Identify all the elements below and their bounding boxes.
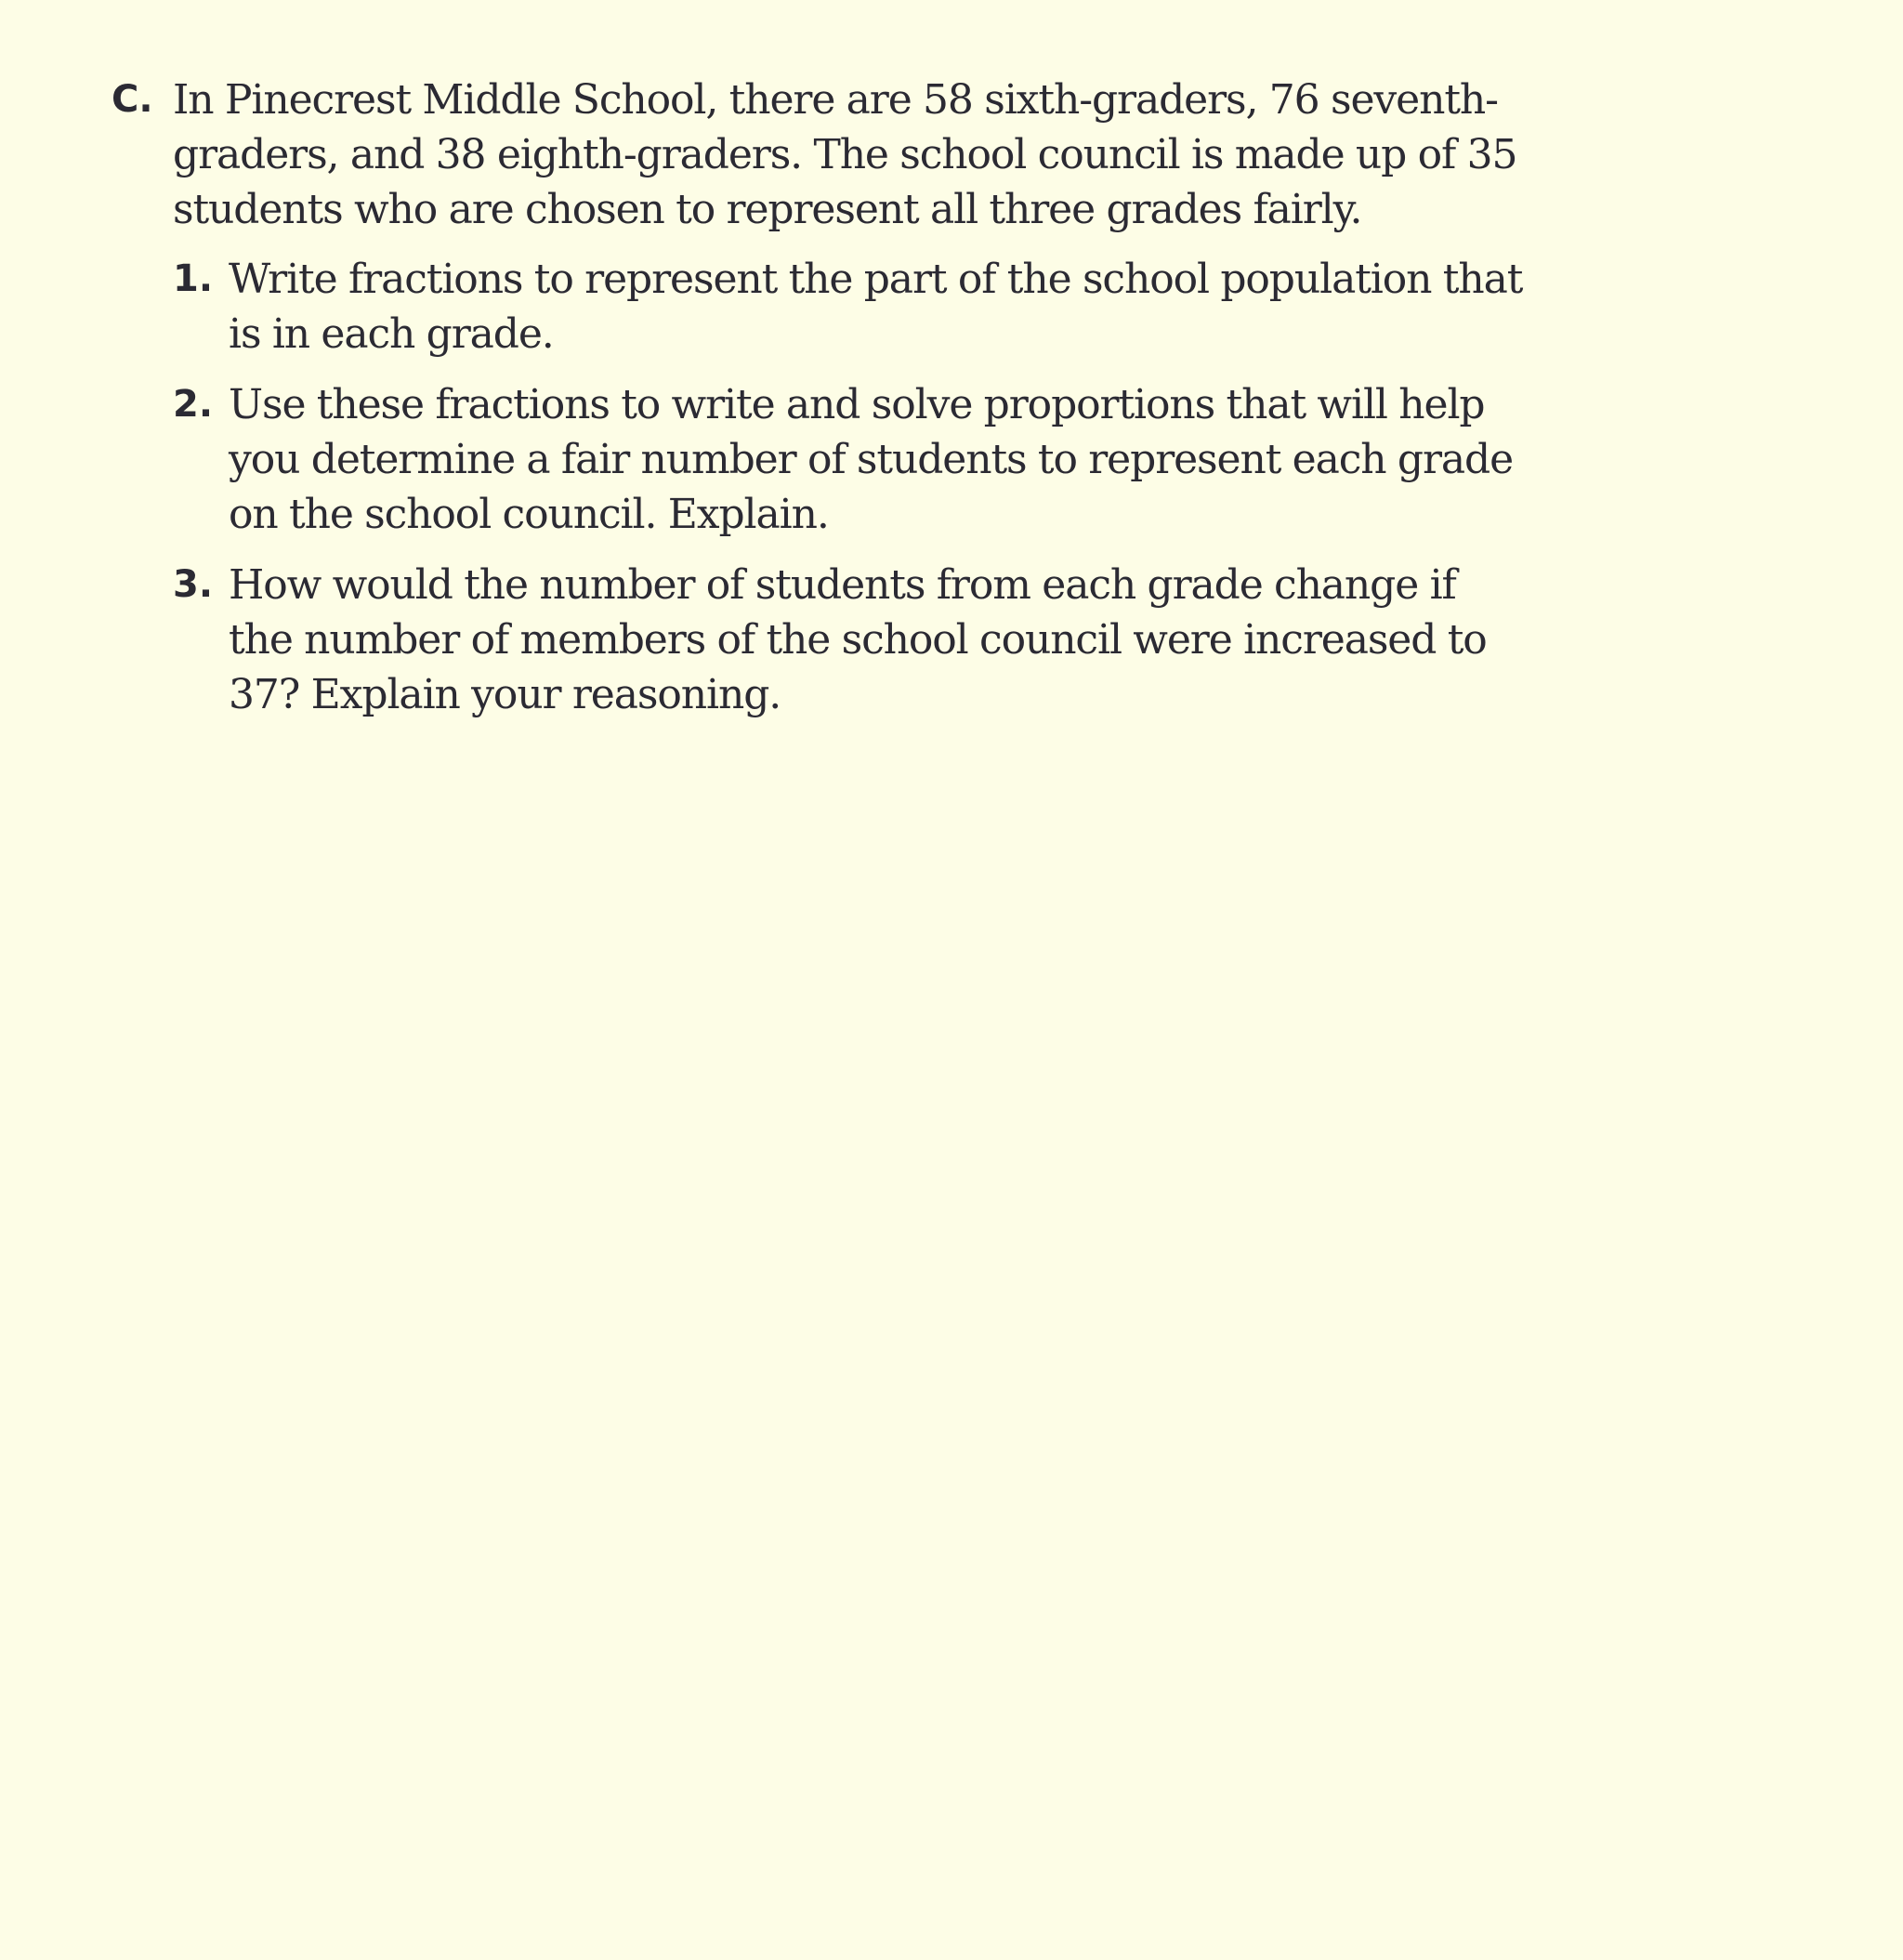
problem-c xyxy=(112,72,1561,738)
problem-intro-row xyxy=(112,72,1561,237)
question-text: How would the number of students from each grade change if the number of members of the school council were increased to 37? Explain your reasoning. xyxy=(229,561,1487,718)
part-label: C. xyxy=(112,78,153,121)
question-number: 1. xyxy=(173,257,214,300)
question-item-2 xyxy=(173,377,1561,542)
question-number: 2. xyxy=(173,383,214,426)
question-text: Write fractions to represent the part of the school population that is in each grade. xyxy=(229,256,1523,358)
question-number: 3. xyxy=(173,563,214,606)
problem-intro-text: In Pinecrest Middle School, there are 58 sixth-graders, 76 seventh-graders, and 38 eighth-graders. The school council is made up of 35 students who are chosen to represent all three grades fairly. xyxy=(173,76,1517,233)
question-item-1 xyxy=(173,252,1561,362)
question-text: Use these fractions to write and solve proportions that will help you determine a fair number of students to represent each grade on the school council. Explain. xyxy=(229,381,1514,538)
question-list xyxy=(173,252,1561,722)
question-item-3 xyxy=(173,558,1561,722)
